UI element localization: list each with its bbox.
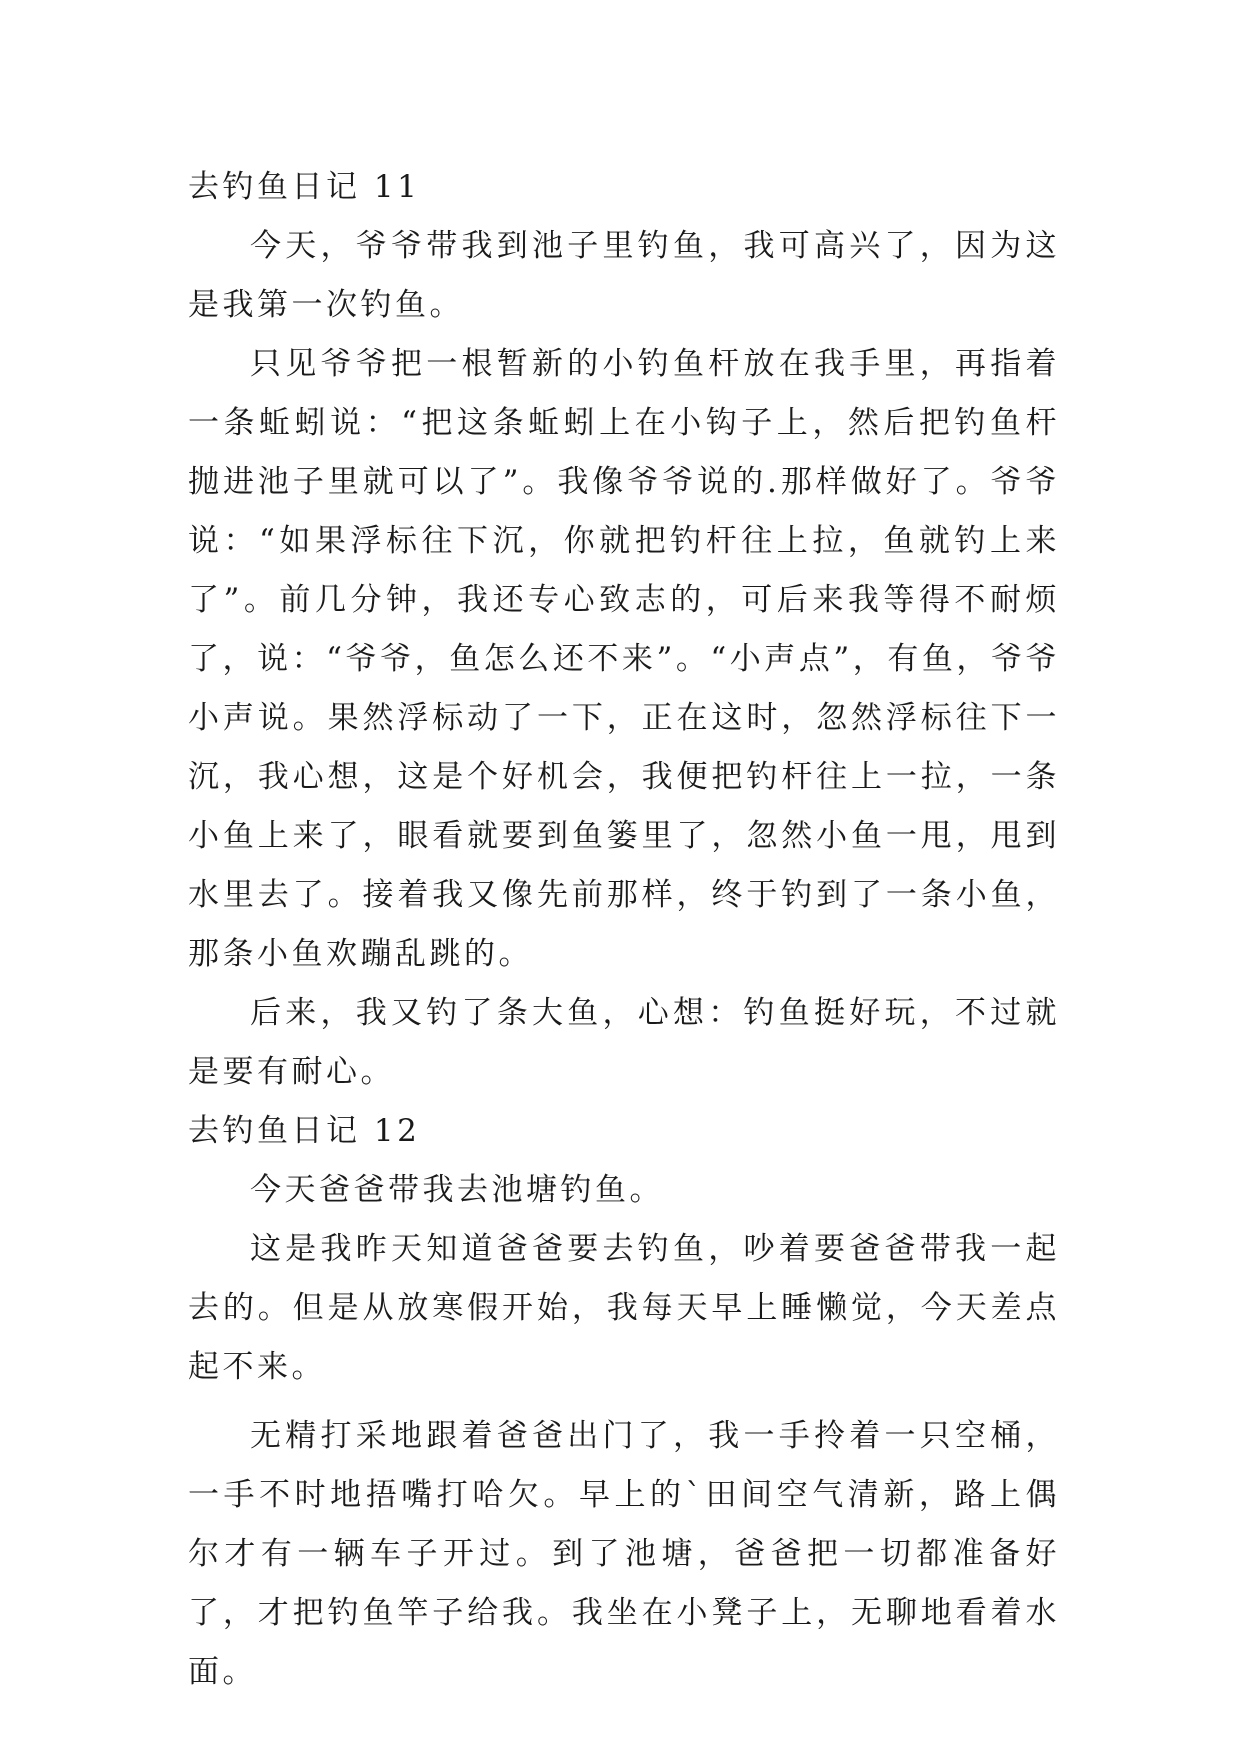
- paragraph-spacer: [188, 1397, 1060, 1407]
- paragraph: 这是我昨天知道爸爸要去钓鱼，吵着要爸爸带我一起去的。但是从放寒假开始，我每天早上睡懒觉，今天差点起不来。: [188, 1231, 1060, 1385]
- paragraph: 只见爷爷把一根暂新的小钓鱼杆放在我手里，再指着一条蚯蚓说：“把这条蚯蚓上在小钩子上，然后把钓鱼杆抛进池子里就可以了”。我像爷爷说的.那样做好了。爷爷说：“如果浮标往下沉，你就把钓杆往上拉，鱼就钓上来了”。前几分钟，我还专心致志的，可后来我等得不耐烦了，说：“爷爷，鱼怎么还不来”。“小声点”，有鱼，爷爷小声说。果然浮标动了一下，正在这时，忽然浮标往下一沉，我心想，这是个好机会，我便把钓杆往上一拉，一条小鱼上来了，眼看就要到鱼篓里了，忽然小鱼一甩，甩到水里去了。接着我又像先前那样，终于钓到了一条小鱼，那条小鱼欢蹦乱跳的。: [188, 346, 1060, 972]
- paragraph: 今天，爷爷带我到池子里钓鱼，我可高兴了，因为这是我第一次钓鱼。: [188, 228, 1060, 323]
- paragraph: 后来，我又钓了条大鱼，心想：钓鱼挺好玩，不过就是要有耐心。: [188, 995, 1060, 1090]
- section-title: 去钓鱼日记 12: [188, 1113, 421, 1149]
- paragraph: 无精打采地跟着爸爸出门了，我一手拎着一只空桶，一手不时地捂嘴打哈欠。早上的`田间空气清新，路上偶尔才有一辆车子开过。到了池塘，爸爸把一切都准备好了，才把钓鱼竿子给我。我坐在小凳子上，无聊地看着水面。: [188, 1418, 1060, 1690]
- section-title: 去钓鱼日记 11: [188, 169, 421, 205]
- document-body: [188, 158, 1060, 1702]
- paragraph: 今天爸爸带我去池塘钓鱼。: [250, 1172, 664, 1208]
